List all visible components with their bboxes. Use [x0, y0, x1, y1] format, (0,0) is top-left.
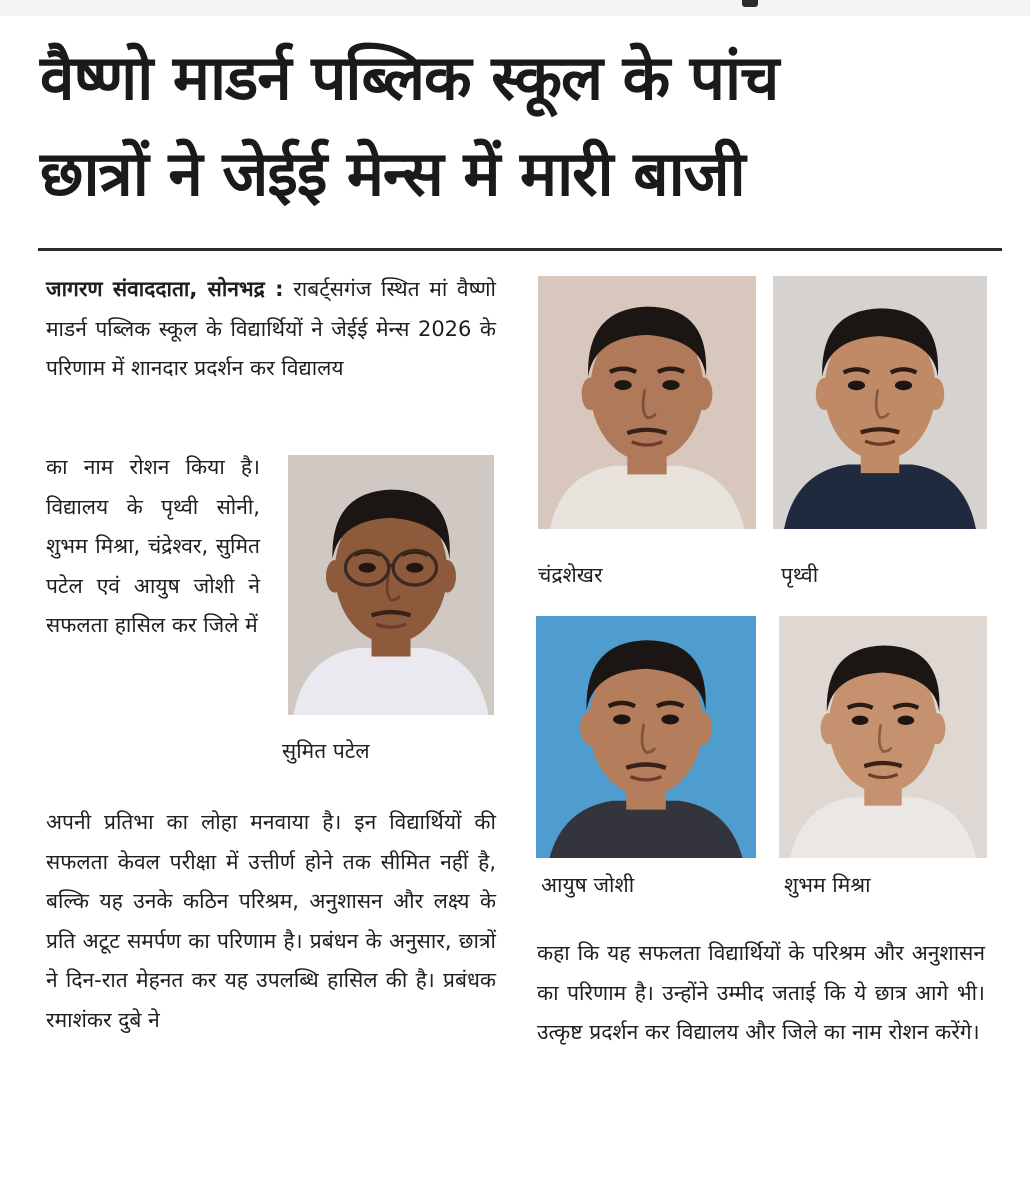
photo-chandrashekhar	[538, 276, 756, 529]
cut-letter-mark	[742, 0, 758, 7]
portrait-illustration	[779, 616, 987, 858]
caption-ayush-joshi: आयुष जोशी	[541, 873, 635, 897]
byline: जागरण संवाददाता, सोनभद्र :	[46, 277, 284, 301]
article-paragraph-4: कहा कि यह सफलता विद्यार्थियों के परिश्रम और अनुशासन का परिणाम है। उन्होंने उम्मीद जताई कि ये छात्र आगे भी। उत्कृष्ट प्रदर्शन कर विद्यालय और जिले का नाम रोशन करेंगे।	[537, 941, 985, 1044]
photo-shubham-mishra	[779, 616, 987, 858]
caption-chandrashekhar: चंद्रशेखर	[538, 563, 603, 587]
caption-prithvi: पृथ्वी	[781, 563, 819, 587]
scan-top-strip	[0, 0, 1030, 16]
caption-sumit-patel: सुमित पटेल	[282, 739, 370, 763]
portrait-illustration	[773, 276, 987, 529]
portrait-illustration	[288, 455, 494, 715]
headline-line-1: वैष्णो माडर्न पब्लिक स्कूल के पांच	[40, 41, 779, 114]
headline	[40, 30, 1000, 222]
headline-rule	[38, 248, 1002, 251]
portrait-illustration	[536, 616, 756, 858]
article-paragraph-1	[46, 270, 496, 389]
article-paragraph-3: अपनी प्रतिभा का लोहा मनवाया है। इन विद्यार्थियों की सफलता केवल परीक्षा में उत्तीर्ण होने तक सीमित नहीं है, बल्कि यह उनके कठिन परिश्रम, अनुशासन और लक्ष्य के प्रति अटूट समर्पण का परिणाम है। प्रबंधन के अनुसार, छात्रों ने दिन-रात मेहनत कर यह उपलब्धि हासिल की है। प्रबंधक रमाशंकर दुबे ने	[46, 810, 496, 1032]
portrait-illustration	[538, 276, 756, 529]
headline-line-2: छात्रों ने जेईई मेन्स में मारी बाजी	[40, 137, 745, 210]
caption-shubham-mishra: शुभम मिश्रा	[784, 873, 871, 897]
paragraph-1-text: राबर्ट्सगंज स्थित मां वैष्णो माडर्न पब्लिक स्कूल के विद्यार्थियों ने जेईई मेन्स 2026 के परिणाम में शानदार प्रदर्शन कर विद्यालय	[46, 277, 496, 380]
photo-ayush-joshi	[536, 616, 756, 858]
photo-prithvi	[773, 276, 987, 529]
photo-sumit-patel	[288, 455, 494, 715]
article-paragraph-2: का नाम रोशन किया है। विद्यालय के पृथ्वी सोनी, शुभम मिश्रा, चंद्रेश्वर, सुमित पटेल एवं आयुष जोशी ने सफलता हासिल कर जिले में	[46, 455, 260, 637]
